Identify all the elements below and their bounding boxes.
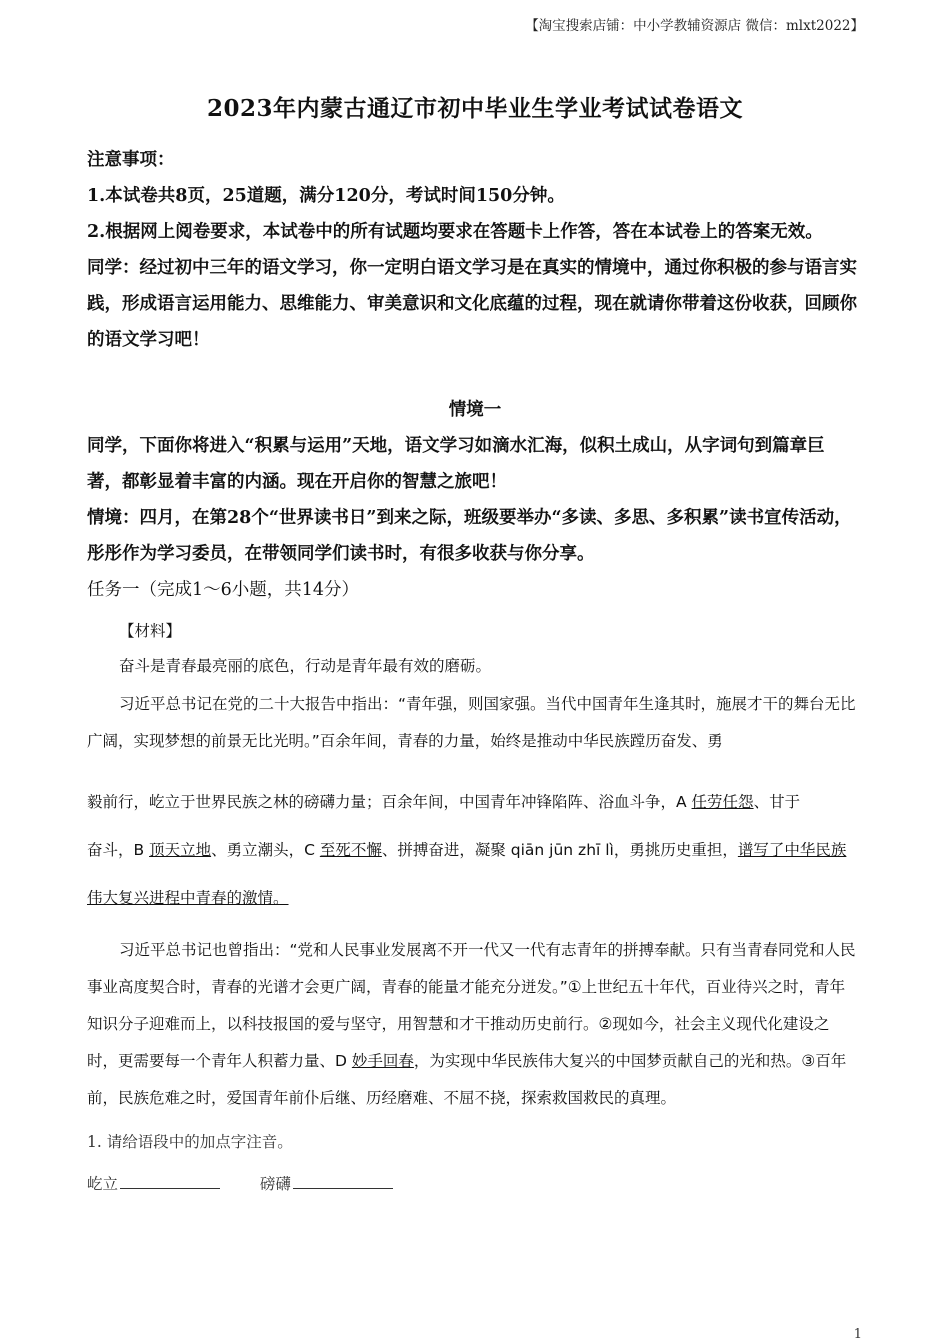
blank-1-label: 屹立 <box>87 1175 119 1193</box>
text-run: 、拼搏奋进，凝聚 qiān jūn zhī lì，勇挑历史重担， <box>381 841 738 859</box>
page-title: 2023年内蒙古通辽市初中毕业生学业考试试卷语文 <box>206 95 743 122</box>
task-heading: 任务一（完成1～6小题，共14分） <box>87 580 360 600</box>
option-d-word: 妙手回春 <box>351 1052 414 1070</box>
situation-heading: 情境一 <box>448 400 502 420</box>
material-label: 【材料】 <box>119 622 182 640</box>
material-paragraph-3 <box>87 932 857 1117</box>
text-run: 习近平总书记也曾指出：“党和人民事业发展离不开一代又一代有志青年的拼搏奉献。只有当青春同党和人民事业高度契合时，青春的光谱才会更广阔，青春的能量才能充分迸发。”①上世纪五十年代，百业待兴之时，青年知识分子迎难而上，以科技报国的爱与坚守，用智慧和才干推动历史前行。②现如今，社会主义现代化建设之时，更需要每一个青年人积蓄力量、D <box>87 941 856 1070</box>
option-b-word: 顶天立地 <box>149 841 212 859</box>
notice-section <box>87 142 857 358</box>
notice-item-2: 2.根据网上阅卷要求，本试卷中的所有试题均要求在答题卡上作答，答在本试卷上的答案无效。 <box>87 222 823 242</box>
situation-section <box>87 428 857 608</box>
underlined-sentence: 谱写了中华民族伟大复兴进程中青春的激情。 <box>87 841 847 907</box>
question-section <box>87 1130 857 1194</box>
material-paragraph-2b <box>87 778 857 826</box>
notice-heading: 注意事项： <box>87 150 175 170</box>
material-paragraph-2c <box>87 826 857 922</box>
shop-watermark-note: 【淘宝搜索店铺：中小学教辅资源店 微信：mlxt2022】 <box>525 18 864 34</box>
text-run: 奋斗，B <box>87 841 150 859</box>
text-run: ，为实现中华民族伟大复兴的中国梦贡献自己的光和热。③百年前，民族危难之时，爱国青年前仆后继、历经磨难、不屈不挠，探索救国救民的真理。 <box>87 1052 847 1107</box>
text-run: 毅前行，屹立于世界民族之林的磅礴力量；百余年间，中国青年冲锋陷阵、浴血斗争，A <box>87 793 692 811</box>
intro-paragraph: 同学：经过初中三年的语文学习，你一定明白语文学习是在真实的情境中，通过你积极的参与语言实践，形成语言运用能力、思维能力、审美意识和文化底蕴的过程，现在就请你带着这份收获，回顾你的语文学习吧！ <box>87 258 857 350</box>
page-number: 1 <box>853 1327 862 1342</box>
question-1: 1. 请给语段中的加点字注音。 <box>87 1133 293 1151</box>
notice-item-1: 1.本试卷共8页，25道题，满分120分，考试时间150分钟。 <box>87 186 565 206</box>
blank-1-field[interactable] <box>120 1174 220 1189</box>
material-section <box>87 616 857 1117</box>
option-c-word: 至死不懈 <box>319 841 382 859</box>
situation-paragraph-1: 同学，下面你将进入“积累与运用”天地，语文学习如滴水汇海，似积土成山，从字词句到篇章巨著，都彰显着丰富的内涵。现在开启你的智慧之旅吧！ <box>87 436 825 492</box>
material-paragraph-1: 奋斗是青春最亮丽的底色，行动是青年最有效的磨砺。 <box>119 657 492 675</box>
material-paragraph-2a: 习近平总书记在党的二十大报告中指出：“青年强，则国家强。当代中国青年生逢其时，施展才干的舞台无比广阔，实现梦想的前景无比光明。”百余年间，青春的力量，始终是推动中华民族蹚历奋发、勇 <box>87 695 856 750</box>
answer-blanks <box>87 1172 857 1194</box>
blank-2-label: 磅礴 <box>259 1175 291 1193</box>
text-run: 、甘于 <box>753 793 801 811</box>
option-a-word: 任劳任怨 <box>691 793 754 811</box>
situation-paragraph-2: 情境：四月，在第28个“世界读书日”到来之际，班级要举办“多读、多思、多积累”读书宣传活动，彤彤作为学习委员，在带领同学们读书时，有很多收获与你分享。 <box>87 508 852 564</box>
text-run: 、勇立潮头，C <box>211 841 320 859</box>
blank-2-field[interactable] <box>293 1174 393 1189</box>
